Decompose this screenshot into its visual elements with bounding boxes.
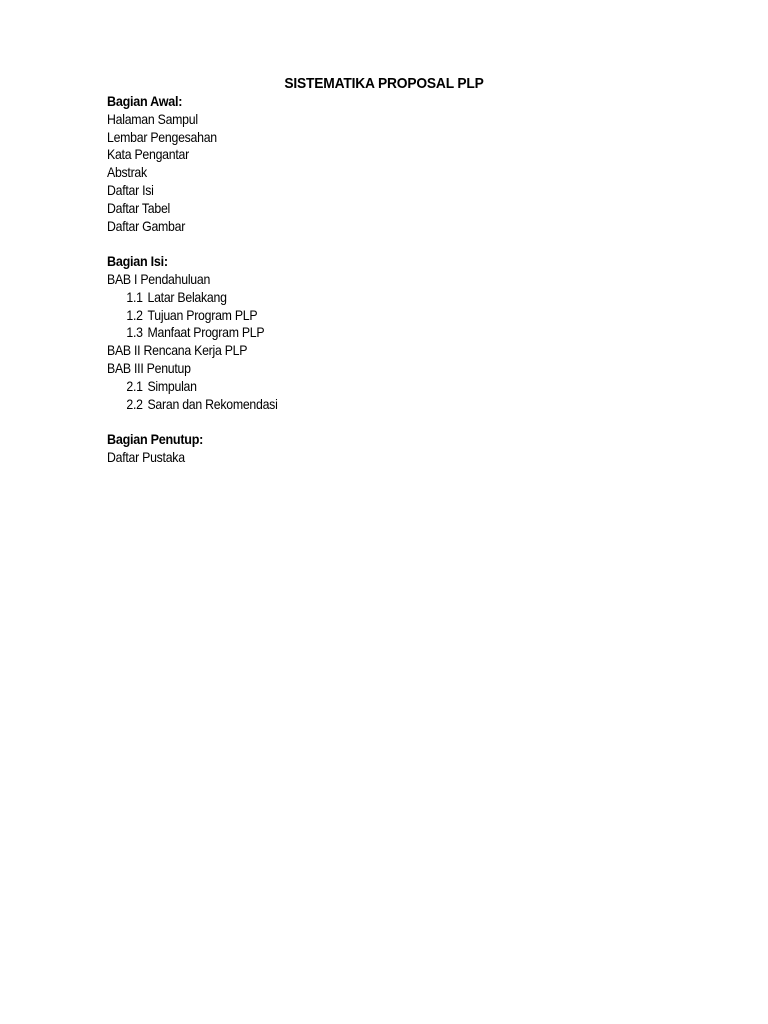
subchapter-label: Simpulan bbox=[147, 377, 197, 394]
subchapter-item bbox=[107, 324, 264, 342]
subchapter-label: Saran dan Rekomendasi bbox=[147, 395, 278, 412]
document-body bbox=[107, 93, 667, 485]
list-item: Kata Pengantar bbox=[107, 146, 189, 163]
document-title: SISTEMATIKA PROPOSAL PLP bbox=[284, 75, 484, 92]
subchapter-item bbox=[107, 307, 257, 325]
list-item: Abstrak bbox=[107, 164, 147, 181]
list-item: Daftar Pustaka bbox=[107, 448, 185, 465]
list-item: Halaman Sampul bbox=[107, 110, 198, 127]
subchapter-label: Tujuan Program PLP bbox=[147, 306, 258, 323]
subchapter-number: 1.3 bbox=[126, 324, 143, 341]
subchapter-number: 2.1 bbox=[126, 377, 143, 394]
section-bagian-penutup bbox=[107, 431, 667, 467]
subchapter-label: Manfaat Program PLP bbox=[147, 324, 265, 341]
section-bagian-awal bbox=[107, 93, 667, 235]
section-heading-isi: Bagian Isi: bbox=[107, 253, 168, 270]
subchapter-number: 1.2 bbox=[126, 306, 143, 323]
chapter-bab-1: BAB I Pendahuluan bbox=[107, 270, 211, 287]
section-heading-awal: Bagian Awal: bbox=[107, 93, 183, 109]
list-item: Daftar Gambar bbox=[107, 217, 186, 234]
subchapter-label: Latar Belakang bbox=[147, 288, 227, 305]
subchapter-item bbox=[107, 289, 227, 307]
list-item: Daftar Tabel bbox=[107, 199, 171, 216]
subchapter-item bbox=[107, 396, 278, 414]
section-heading-penutup: Bagian Penutup: bbox=[107, 431, 204, 448]
section-bagian-isi bbox=[107, 253, 667, 413]
subchapter-item bbox=[107, 378, 197, 396]
list-item: Lembar Pengesahan bbox=[107, 128, 217, 145]
subchapter-number: 1.1 bbox=[126, 288, 143, 305]
subchapter-number: 2.2 bbox=[126, 395, 143, 412]
chapter-bab-2: BAB II Rencana Kerja PLP bbox=[107, 342, 248, 359]
chapter-bab-3: BAB III Penutup bbox=[107, 359, 191, 376]
list-item: Daftar Isi bbox=[107, 181, 154, 198]
